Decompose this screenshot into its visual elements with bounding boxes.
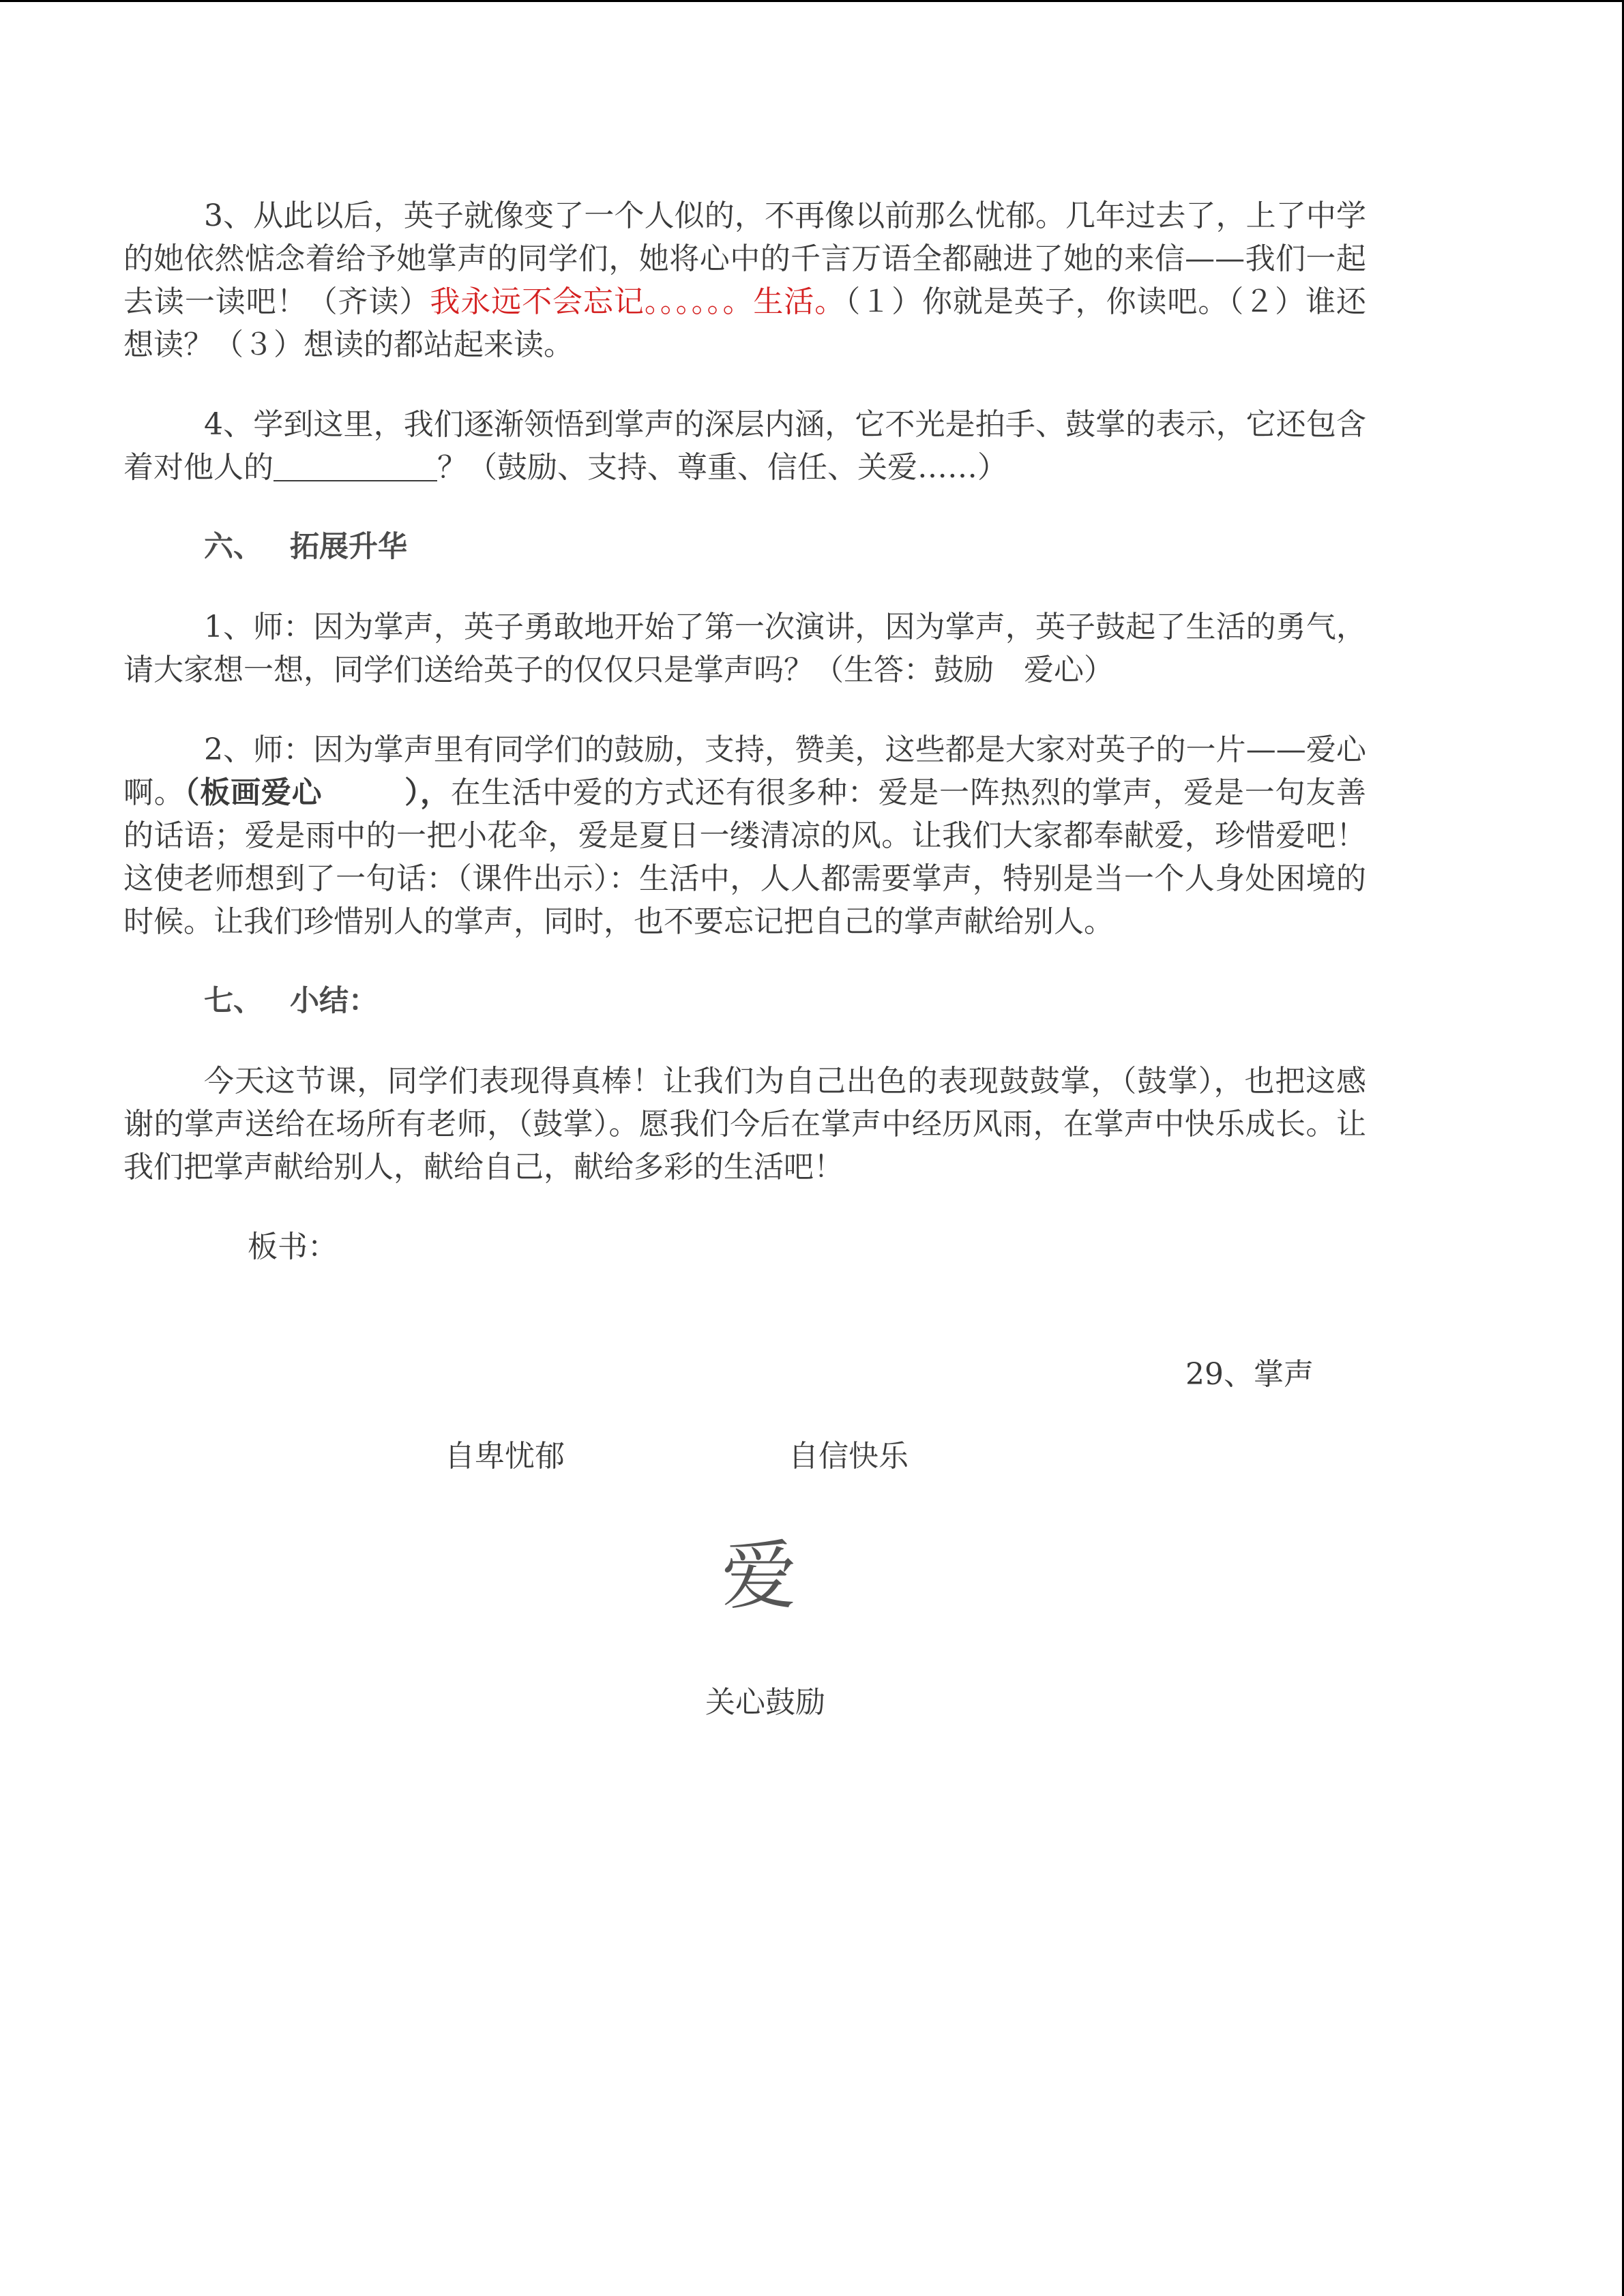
board-center-love: 爱 [722,1532,797,1620]
section-heading-6 [204,526,1366,569]
paragraph-6-2-text: 2、师：因为掌声里有同学们的鼓励，支持，赞美，这些都是大家对英子的一片——爱心啊。 [123,732,1366,810]
paragraph-7: 今天这节课，同学们表现得真棒！让我们为自己出色的表现鼓鼓掌，（鼓掌），也把这感谢的掌声送给在场所有老师，（鼓掌）。愿我们今后在掌声中经历风雨，在掌声中快乐成长。让我们把掌声献给别人，献给自己，献给多彩的生活吧！ [123,1064,1366,1184]
paragraph-6-2-tail: 在生活中爱的方式还有很多种：爱是一阵热烈的掌声，爱是一句友善的话语；爱是雨中的一把小花伞，爱是夏日一缕清凉的风。让我们大家都奉献爱，珍惜爱吧！这使老师想到了一句话：（课件出示）：生活中，人人都需要掌声，特别是当一个人身处困境的时候。让我们珍惜别人的掌声，同时，也不要忘记把自己的掌声献给别人。 [123,775,1367,939]
section-6-title: 拓展升华 [290,530,407,564]
document-body [123,194,1366,1305]
board-drawing-note: （板画爱心 [184,775,323,810]
board-right-word: 自信快乐 [788,1439,909,1474]
paragraph-4-tail: ？（鼓励、支持、尊重、信任、关爱……） [437,450,1007,485]
board-bottom-word: 关心鼓励 [705,1685,825,1720]
paragraph-3 [123,194,1366,366]
section-7-title: 小结： [290,984,378,1018]
board-label: 板书： [248,1229,338,1264]
paragraph-3-tail: （１）你就是英子，你读吧。（２）谁还想读？（３）想读的都站起来读。 [123,284,1367,362]
paragraph-3-text: 3、从此以后，英子就像变了一个人似的，不再像以前那么忧郁。几年过去了，上了中学的她依然惦念着给予她掌声的同学们，她将心中的千言万语全都融进了她的来信——我们一起去读一读吧！（齐读） [123,198,1366,319]
section-6-number: 六、 [204,530,263,564]
fill-blank [274,450,437,481]
paragraph-4-text: 4、学到这里，我们逐渐领悟到掌声的深层内涵，它不光是拍手、鼓掌的表示，它还包含着对他人的 [123,407,1366,485]
board-title: 29、掌声 [1185,1357,1314,1392]
section-heading-7 [204,980,1366,1023]
paragraph-4 [123,403,1366,489]
board-left-word: 自卑忧郁 [445,1439,565,1474]
section-7-number: 七、 [204,984,263,1018]
top-border [0,0,1624,2]
board-drawing-note-end: ）， [404,775,451,810]
paragraph-6-2 [123,728,1366,943]
letter-quote-red: 我永远不会忘记。。。。。。生活。 [430,284,846,319]
paragraph-6-1: 1、师：因为掌声，英子勇敢地开始了第一次演讲，因为掌声，英子鼓起了生活的勇气，请大家想一想，同学们送给英子的仅仅只是掌声吗？（生答：鼓励 爱心） [123,610,1366,687]
